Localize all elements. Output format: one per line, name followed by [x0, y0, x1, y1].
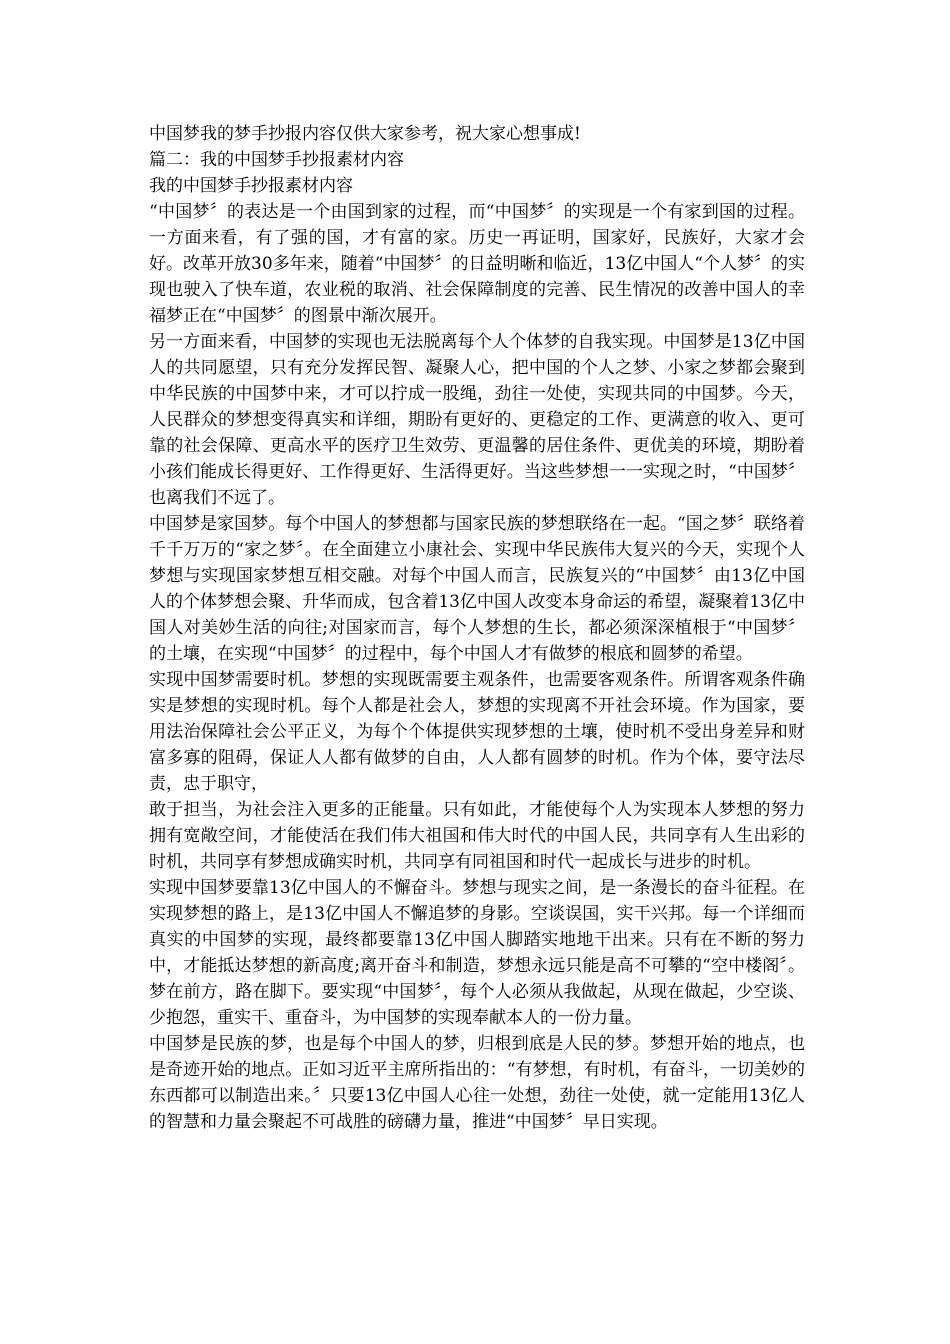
document-body	[149, 121, 805, 1135]
paragraph-1: “中国梦〞的表达是一个由国到家的过程，而“中国梦〞的实现是一个有家到国的过程。一方面来看，有了强的国，才有富的家。历史一再证明，国家好，民族好，大家才会好。改革开放30多年来，随着“中国梦〞的日益明晰和临近，13亿中国人“个人梦〞的实现也驶入了快车道，农业税的取消、社会保障制度的完善、民生情况的改善中国人的幸福梦正在“中国梦〞的图景中渐次展开。	[149, 202, 805, 326]
paragraph-6: 实现中国梦要靠13亿中国人的不懈奋斗。梦想与现实之间，是一条漫长的奋斗征程。在实现梦想的路上，是13亿中国人不懈追梦的身影。空谈误国，实干兴邦。每一个详细而真实的中国梦的实现，最终都要靠13亿中国人脚踏实地地干出来。只有在不断的努力中，才能抵达梦想的新高度;离开奋斗和制造，梦想永远只能是高不可攀的“空中楼阁〞。梦在前方，路在脚下。要实现“中国梦〞，每个人必须从我做起，从现在做起，少空谈、少抱怨，重实干、重奋斗，为中国梦的实现奉献本人的一份力量。	[149, 878, 805, 1028]
paragraph-2: 另一方面来看，中国梦的实现也无法脱离每个人个体梦的自我实现。中国梦是13亿中国人的共同愿望，只有充分发挥民智、凝聚人心，把中国的个人之梦、小家之梦都会聚到中华民族的中国梦中来，才可以拧成一股绳，劲往一处使，实现共同的中国梦。今天，人民群众的梦想变得真实和详细，期盼有更好的、更稳定的工作、更满意的收入、更可靠的社会保障、更高水平的医疗卫生效劳、更温馨的居住条件、更优美的环境，期盼着小孩们能成长得更好、工作得更好、生活得更好。当这些梦想一一实现之时，“中国梦〞也离我们不远了。	[149, 332, 805, 508]
intro-line: 中国梦我的梦手抄报内容仅供大家参考，祝大家心想事成!	[149, 124, 581, 144]
paragraph-7: 中国梦是民族的梦，也是每个中国人的梦，归根到底是人民的梦。梦想开始的地点，也是奇迹开始的地点。正如习近平主席所指出的：“有梦想，有时机，有奋斗，一切美妙的东西都可以制造出来。〞只要13亿中国人心往一处想，劲往一处使，就一定能用13亿人的智慧和力量会聚起不可战胜的磅礴力量，推进“中国梦〞早日实现。	[149, 1034, 805, 1132]
paragraph-5: 敢于担当，为社会注入更多的正能量。只有如此，才能使每个人为实现本人梦想的努力拥有宽敞空间，才能使活在我们伟大祖国和伟大时代的中国人民，共同享有人生出彩的时机，共同享有梦想成确实时机，共同享有同祖国和时代一起成长与进步的时机。	[149, 800, 805, 872]
chapter-heading: 篇二：我的中国梦手抄报素材内容	[149, 150, 404, 170]
paragraph-3: 中国梦是家国梦。每个中国人的梦想都与国家民族的梦想联络在一起。“国之梦〞联络着千千万万的“家之梦〞。在全面建立小康社会、实现中华民族伟大复兴的今天，实现个人梦想与实现国家梦想互相交融。对每个中国人而言，民族复兴的“中国梦〞由13亿中国人的个体梦想会聚、升华而成，包含着13亿中国人改变本身命运的希望，凝聚着13亿中国人对美妙生活的向往;对国家而言，每个人梦想的生长，都必须深深植根于“中国梦〞的土壤，在实现“中国梦〞的过程中，每个中国人才有做梦的根底和圆梦的希望。	[149, 514, 805, 664]
document-title: 我的中国梦手抄报素材内容	[149, 176, 353, 196]
paragraph-4: 实现中国梦需要时机。梦想的实现既需要主观条件，也需要客观条件。所谓客观条件确实是梦想的实现时机。每个人都是社会人，梦想的实现离不开社会环境。作为国家，要用法治保障社会公平正义，为每个个体提供实现梦想的土壤，使时机不受出身差异和财富多寡的阻碍，保证人人都有做梦的自由，人人都有圆梦的时机。作为个体，要守法尽责，忠于职守，	[149, 670, 805, 794]
